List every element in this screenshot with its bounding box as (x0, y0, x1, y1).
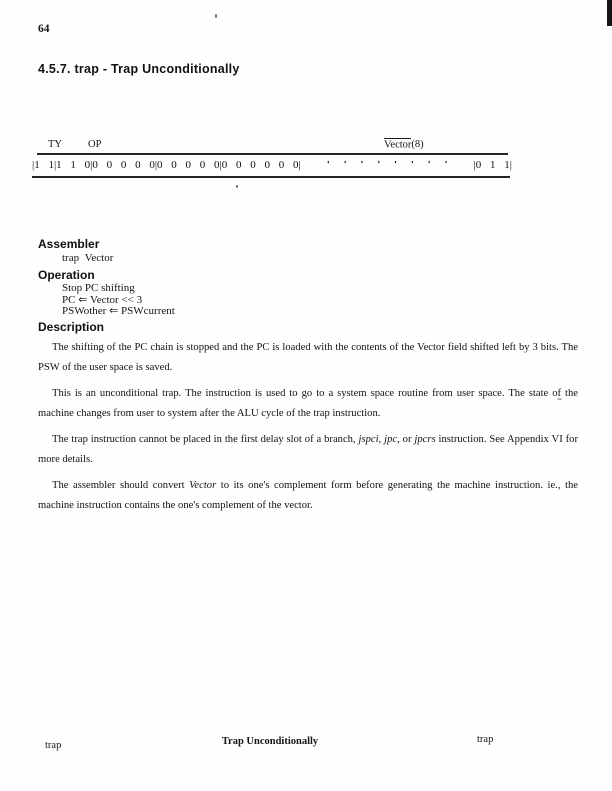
bit-values-left: |1 1|1 1 0|0 0 0 0 0|0 0 0 0 0|0 0 0 0 0 0| (32, 159, 301, 171)
assembler-syntax: trap Vector (62, 252, 114, 264)
section-title: 4.5.7. trap - Trap Unconditionally (38, 62, 240, 76)
description-heading: Description (38, 320, 105, 334)
footer-running-title-right: trap (477, 734, 494, 745)
operation-line: PC ⇐ Vector << 3 (62, 293, 143, 306)
bit-values-right: |0 1 1| (473, 159, 512, 171)
operation-line: PSWother ⇐ PSWcurrent (62, 305, 175, 318)
description-paragraph: The trap instruction cannot be placed in the first delay slot of a branch, jspci, jpc, or jpcrs instruction. See Appendix VI for more details. (38, 434, 578, 465)
field-label-ty: TY (48, 139, 62, 150)
footer-running-title-left: trap (45, 740, 62, 751)
field-label-vector (384, 139, 424, 150)
description-paragraph: The shifting of the PC chain is stopped and the PC is loaded with the contents of the Vector field shifted left by 3 bits. The PSW of the user space is saved. (38, 342, 578, 373)
instruction-encoding-diagram (0, 0, 612, 200)
field-label-op: OP (88, 139, 102, 150)
operation-pseudocode (62, 283, 175, 318)
bit-pattern-row (32, 159, 512, 171)
assembler-heading: Assembler (38, 237, 100, 251)
description-paragraph: The assembler should convert Vector to its one's complement form before generating the machine instruction. ie., the machine instruction contains the one's complement of the vector. (38, 480, 578, 511)
operation-line: Stop PC shifting (62, 282, 135, 294)
diagram-rule-top (37, 153, 508, 155)
description-body (38, 338, 578, 522)
page-number: 64 (38, 23, 50, 35)
vector-bit-ticks: ' ' ' ' ' ' ' ' (326, 159, 448, 171)
vector-overline-label: Vector (384, 139, 412, 150)
diagram-rule-bottom (32, 176, 510, 178)
operation-heading: Operation (38, 268, 95, 282)
footer-page-title: Trap Unconditionally (221, 736, 319, 747)
description-paragraph: This is an unconditional trap. The instruction is used to go to a system space routine from user space. The state of the machine changes from user to system after the ALU cycle of the trap instruction. (38, 388, 578, 419)
vector-width-suffix: (8) (411, 139, 424, 150)
